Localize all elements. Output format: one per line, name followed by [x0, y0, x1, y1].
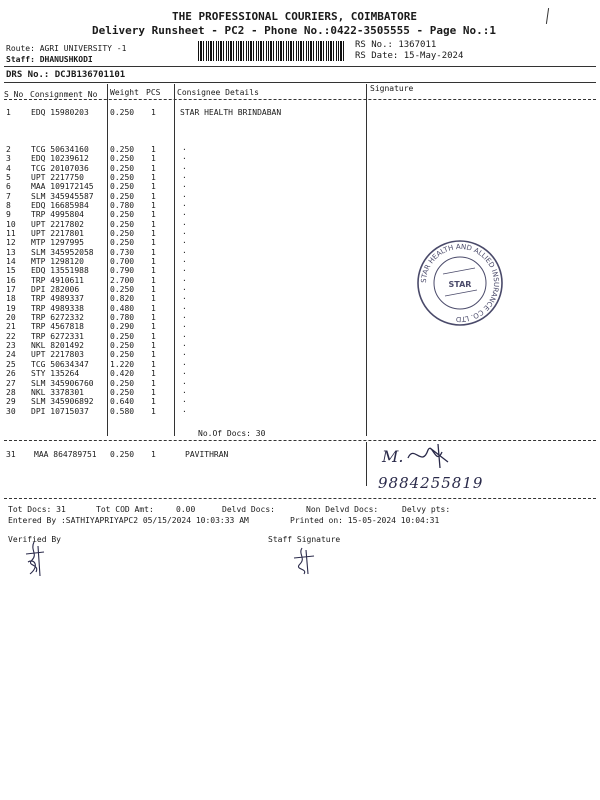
cell-consignment: TRP 6272331 — [31, 331, 84, 341]
table-row — [0, 154, 600, 163]
stamp-arc-text: STAR HEALTH AND ALLIED INSURANCE CO. LTD — [419, 242, 501, 324]
consignee-placeholder-dot: · — [182, 238, 187, 248]
cell-pcs: 1 — [151, 303, 156, 313]
cell-consignment: TCG 50634347 — [31, 359, 89, 369]
cell-weight: 0.250 — [110, 450, 135, 459]
cell-consignment: MAA 864789751 — [34, 450, 97, 459]
cell-consignment: EDQ 13551988 — [31, 266, 89, 276]
cell-consignment: SLM 345906892 — [31, 397, 94, 407]
consignee-placeholder-dot: · — [182, 173, 187, 183]
cell-pcs: 1 — [151, 341, 156, 351]
route-label: Route: AGRI UNIVERSITY -1 — [6, 44, 127, 53]
cell-sno: 8 — [6, 201, 11, 211]
cell-pcs: 1 — [151, 201, 156, 211]
consignee-placeholder-dot: · — [182, 322, 187, 332]
cell-consignment: EDQ 10239612 — [31, 154, 89, 164]
table-row — [0, 257, 600, 266]
cell-weight: 0.250 — [110, 191, 135, 201]
cell-consignment: SLM 345906760 — [31, 378, 94, 388]
cell-sno: 27 — [6, 378, 16, 388]
cell-weight: 0.250 — [110, 350, 135, 360]
cell-sno: 12 — [6, 238, 16, 248]
consignee-placeholder-dot: · — [182, 210, 187, 220]
consignee-placeholder-dot: · — [182, 359, 187, 369]
table-row — [0, 379, 600, 388]
cell-weight: 0.480 — [110, 303, 135, 313]
cell-sno: 3 — [6, 154, 11, 164]
cell-weight: 0.420 — [110, 369, 135, 379]
table-row — [0, 360, 600, 369]
table-row — [0, 388, 600, 397]
cell-weight: 0.780 — [110, 201, 135, 211]
cell-pcs: 1 — [151, 229, 156, 239]
table-row — [0, 294, 600, 303]
table-row — [0, 266, 600, 275]
cell-sno: 11 — [6, 229, 16, 239]
rs-date: RS Date: 15-May-2024 — [355, 51, 464, 61]
col-divider — [366, 442, 367, 486]
col-signature: Signature — [370, 84, 414, 93]
cell-weight: 0.250 — [110, 163, 135, 173]
tot-cod-value: 0.00 — [176, 505, 196, 514]
consignee-placeholder-dot: · — [182, 275, 187, 285]
cell-sno: 9 — [6, 210, 11, 220]
barcode — [198, 41, 346, 61]
cell-consignment: SLM 345945587 — [31, 191, 94, 201]
verified-by: Verified By — [8, 535, 61, 544]
staff-label: Staff: DHANUSHKODI — [6, 55, 93, 64]
cell-sno: 14 — [6, 257, 16, 267]
cell-consignment: NKL 3378301 — [31, 387, 84, 397]
cell-weight: 0.250 — [110, 341, 135, 351]
cell-sno: 22 — [6, 331, 16, 341]
consignee-placeholder-dot: · — [182, 219, 187, 229]
table-row — [0, 285, 600, 294]
cell-weight: 0.250 — [110, 108, 135, 117]
cell-consignment: MTP 1297995 — [31, 238, 84, 248]
cell-pcs: 1 — [151, 322, 156, 332]
table-row — [0, 145, 600, 154]
consignee-placeholder-dot: · — [182, 154, 187, 164]
consignee-placeholder-dot: · — [182, 229, 187, 239]
cell-weight: 0.250 — [110, 387, 135, 397]
table-row — [0, 248, 600, 257]
cell-sno: 30 — [6, 406, 16, 416]
table-row — [0, 173, 600, 182]
cell-consignment: TCG 20107036 — [31, 163, 89, 173]
cell-pcs: 1 — [151, 191, 156, 201]
cell-pcs: 1 — [151, 108, 156, 117]
cell-pcs: 1 — [151, 397, 156, 407]
cell-pcs: 1 — [151, 275, 156, 285]
company-stamp — [415, 238, 505, 328]
cell-consignment: SLM 345952058 — [31, 247, 94, 257]
cell-consignment: DPI 282006 — [31, 285, 80, 295]
cell-weight: 0.700 — [110, 257, 135, 267]
cell-weight: 2.700 — [110, 275, 135, 285]
cell-sno: 31 — [6, 450, 16, 459]
cell-consignment: TCG 50634160 — [31, 145, 89, 154]
cell-consignment: UPT 2217803 — [31, 350, 84, 360]
cell-consignment: TRP 4910611 — [31, 275, 84, 285]
consignee-placeholder-dot: · — [182, 303, 187, 313]
cell-consignee: STAR HEALTH BRINDABAN — [180, 108, 282, 117]
table-row — [0, 350, 600, 359]
table-row — [0, 322, 600, 331]
consignee-placeholder-dot: · — [182, 406, 187, 416]
tot-docs: Tot Docs: 31 — [8, 505, 66, 514]
cell-pcs: 1 — [151, 257, 156, 267]
cell-pcs: 1 — [151, 247, 156, 257]
consignee-placeholder-dot: · — [182, 387, 187, 397]
cell-weight: 0.250 — [110, 229, 135, 239]
cell-pcs: 1 — [151, 331, 156, 341]
consignee-placeholder-dot: · — [182, 285, 187, 295]
cell-pcs: 1 — [151, 294, 156, 304]
consignee-placeholder-dot: · — [182, 369, 187, 379]
cell-consignment: TRP 4989337 — [31, 294, 84, 304]
cell-sno: 5 — [6, 173, 11, 183]
cell-pcs: 1 — [151, 378, 156, 388]
cell-sno: 6 — [6, 182, 11, 192]
consignee-placeholder-dot: · — [182, 350, 187, 360]
cell-sno: 16 — [6, 275, 16, 285]
cell-weight: 0.250 — [110, 154, 135, 164]
cell-consignment: DPI 10715037 — [31, 406, 89, 416]
cell-sno: 4 — [6, 163, 11, 173]
table-row — [0, 238, 600, 247]
table-row — [0, 313, 600, 322]
cell-consignment: MTP 1298120 — [31, 257, 84, 267]
cell-pcs: 1 — [151, 387, 156, 397]
cell-sno: 24 — [6, 350, 16, 360]
cell-consignment: NKL 8201492 — [31, 341, 84, 351]
consignee-placeholder-dot: · — [182, 397, 187, 407]
drs-no: DRS No.: DCJB136701101 — [6, 70, 126, 80]
cell-weight: 0.250 — [110, 285, 135, 295]
cell-consignment: TRP 6272332 — [31, 313, 84, 323]
cell-sno: 10 — [6, 219, 16, 229]
table-row — [0, 304, 600, 313]
cell-pcs: 1 — [151, 210, 156, 220]
handwritten-phone: 9884255819 — [378, 474, 484, 492]
consignee-placeholder-dot: · — [182, 266, 187, 276]
consignee-placeholder-dot: · — [182, 313, 187, 323]
table-row — [0, 220, 600, 229]
cell-consignment: EDQ 15980203 — [31, 108, 89, 117]
consignee-placeholder-dot: · — [182, 378, 187, 388]
cell-sno: 2 — [6, 145, 11, 154]
cell-consignment: UPT 2217802 — [31, 219, 84, 229]
cell-pcs: 1 — [151, 154, 156, 164]
cell-consignment: MAA 109172145 — [31, 182, 94, 192]
rs-no: RS No.: 1367011 — [355, 40, 437, 50]
col-sno: S No — [4, 90, 24, 99]
consignee-placeholder-dot: · — [182, 257, 187, 267]
cell-pcs: 1 — [151, 369, 156, 379]
cell-weight: 0.780 — [110, 313, 135, 323]
cell-pcs: 1 — [151, 219, 156, 229]
cell-consignment: TRP 4995804 — [31, 210, 84, 220]
cell-consignment: UPT 2217801 — [31, 229, 84, 239]
cell-sno: 13 — [6, 247, 16, 257]
staff-signature — [290, 546, 320, 576]
col-consignment: Consignment No — [30, 90, 98, 99]
cell-sno: 21 — [6, 322, 16, 332]
cell-pcs: 1 — [151, 266, 156, 276]
cell-weight: 0.250 — [110, 173, 135, 183]
table-row — [0, 369, 600, 378]
consignee-placeholder-dot: · — [182, 247, 187, 257]
stamp-center-text: STAR — [448, 280, 472, 289]
cell-sno: 25 — [6, 359, 16, 369]
table-row — [0, 108, 600, 117]
cell-weight: 0.730 — [110, 247, 135, 257]
cell-consignment: EDQ 16685984 — [31, 201, 89, 211]
col-pcs: PCS — [146, 88, 161, 97]
cell-pcs: 1 — [151, 163, 156, 173]
cell-sno: 18 — [6, 294, 16, 304]
table-row — [0, 210, 600, 219]
delvy-pts: Delvy pts: — [402, 505, 451, 514]
cell-sno: 26 — [6, 369, 16, 379]
cell-consignment: UPT 2217750 — [31, 173, 84, 183]
no-of-docs: No.Of Docs: 30 — [198, 429, 266, 438]
runsheet-title: Delivery Runsheet - PC2 - Phone No.:0422-3505555 - Page No.:1 — [92, 24, 496, 37]
table-row — [0, 182, 600, 191]
entered-by: Entered By :SATHIYAPRIYAPC2 05/15/2024 10:03:33 AM — [8, 516, 249, 525]
cell-sno: 19 — [6, 303, 16, 313]
cell-weight: 0.250 — [110, 238, 135, 248]
staff-signature-label: Staff Signature — [268, 535, 341, 544]
cell-sno: 7 — [6, 191, 11, 201]
consignee-placeholder-dot: · — [182, 201, 187, 211]
tot-cod-label: Tot COD Amt: — [96, 505, 154, 514]
delvd-docs: Delvd Docs: — [222, 505, 275, 514]
cell-sno: 15 — [6, 266, 16, 276]
consignee-placeholder-dot: · — [182, 191, 187, 201]
cell-pcs: 1 — [151, 450, 156, 459]
cell-pcs: 1 — [151, 350, 156, 360]
cell-weight: 1.220 — [110, 359, 135, 369]
cell-weight: 0.820 — [110, 294, 135, 304]
table-row — [0, 192, 600, 201]
cell-weight: 0.250 — [110, 378, 135, 388]
cell-sno: 23 — [6, 341, 16, 351]
cell-sno: 17 — [6, 285, 16, 295]
verifier-signature — [20, 540, 50, 580]
cell-pcs: 1 — [151, 285, 156, 295]
cell-weight: 0.790 — [110, 266, 135, 276]
cell-pcs: 1 — [151, 145, 156, 154]
handwritten-name: M. — [382, 447, 404, 466]
cell-consignment: TRP 4567818 — [31, 322, 84, 332]
cell-pcs: 1 — [151, 313, 156, 323]
company-title: THE PROFESSIONAL COURIERS, COIMBATORE — [172, 10, 418, 23]
printed-on: Printed on: 15-05-2024 10:04:31 — [290, 516, 440, 525]
cell-weight: 0.290 — [110, 322, 135, 332]
cell-sno: 28 — [6, 387, 16, 397]
cell-pcs: 1 — [151, 406, 156, 416]
table-row — [0, 332, 600, 341]
cell-pcs: 1 — [151, 238, 156, 248]
receiver-signature — [378, 438, 538, 498]
cell-weight: 0.250 — [110, 331, 135, 341]
pen-mark — [546, 8, 549, 24]
table-row — [0, 276, 600, 285]
cell-consignee: PAVITHRAN — [185, 450, 229, 459]
consignee-placeholder-dot: · — [182, 331, 187, 341]
cell-weight: 0.580 — [110, 406, 135, 416]
cell-pcs: 1 — [151, 359, 156, 369]
col-weight: Weight — [110, 88, 139, 97]
cell-weight: 0.250 — [110, 182, 135, 192]
cell-consignment: TRP 4989338 — [31, 303, 84, 313]
col-consignee: Consignee Details — [177, 88, 259, 97]
cell-weight: 0.640 — [110, 397, 135, 407]
cell-weight: 0.250 — [110, 219, 135, 229]
consignee-placeholder-dot: · — [182, 294, 187, 304]
cell-pcs: 1 — [151, 182, 156, 192]
table-row — [0, 341, 600, 350]
consignee-placeholder-dot: · — [182, 182, 187, 192]
table-row — [0, 201, 600, 210]
table-row — [0, 397, 600, 406]
cell-weight: 0.250 — [110, 210, 135, 220]
consignee-placeholder-dot: · — [182, 163, 187, 173]
consignee-placeholder-dot: · — [182, 341, 187, 351]
consignee-placeholder-dot: · — [182, 145, 187, 154]
table-row — [0, 164, 600, 173]
table-row — [0, 407, 600, 416]
table-row — [0, 229, 600, 238]
non-delvd-docs: Non Delvd Docs: — [306, 505, 379, 514]
cell-sno: 1 — [6, 108, 11, 117]
cell-sno: 20 — [6, 313, 16, 323]
cell-pcs: 1 — [151, 173, 156, 183]
cell-consignment: STY 135264 — [31, 369, 80, 379]
cell-weight: 0.250 — [110, 145, 135, 154]
cell-sno: 29 — [6, 397, 16, 407]
